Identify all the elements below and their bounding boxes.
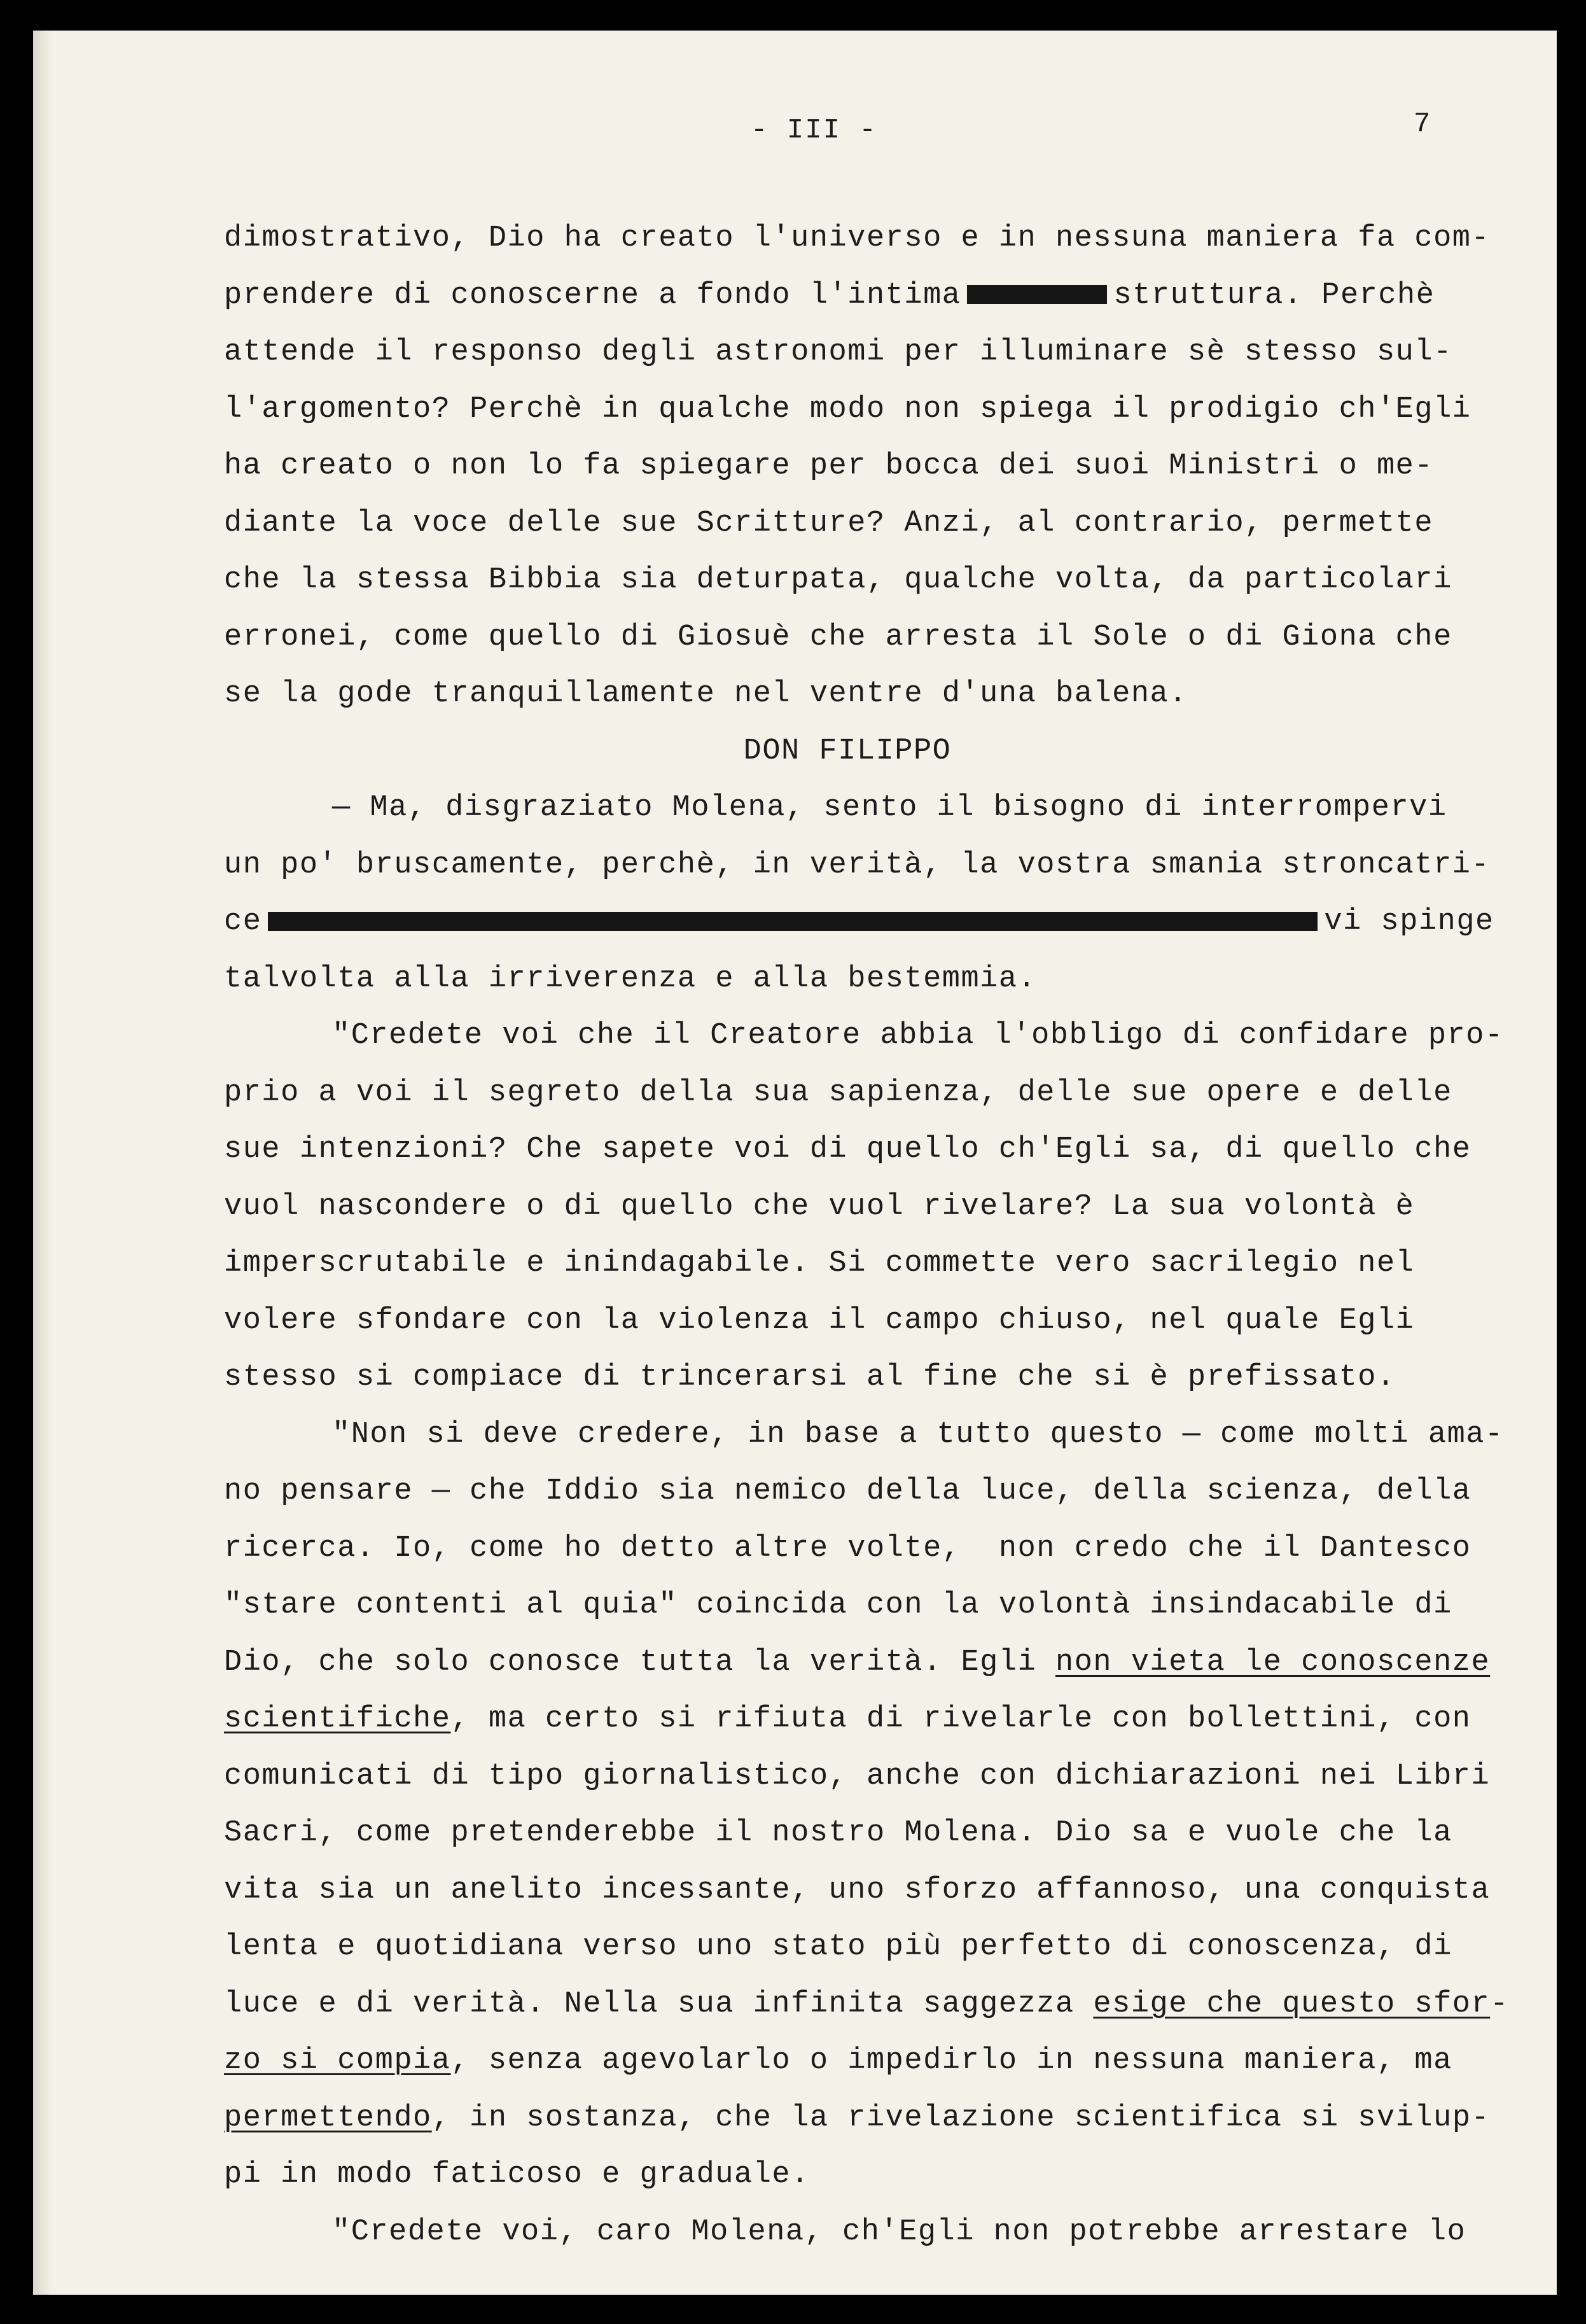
line-text-end: , in sostanza, che la rivelazione scientifica si svilup- [431, 2101, 1491, 2135]
text-line [224, 2090, 1547, 2147]
line-text-start: luce e di verità. Nella sua infinita saggezza [224, 1987, 1094, 2021]
redaction-mark [967, 285, 1107, 304]
speaker-name: DON FILIPPO [743, 734, 952, 768]
text-line: vita sia un anelito incessante, uno sforzo affannoso, una conquista [224, 1873, 1491, 1907]
text-line: sue intenzioni? Che sapete voi di quello ch'Egli sa, di quello che [224, 1133, 1471, 1166]
text-line: imperscrutabile e inindagabile. Si commette vero sacrilegio nel [224, 1247, 1415, 1280]
line-text-end: , senza agevolarlo o impedirlo in nessuna maniera, ma [450, 2044, 1452, 2078]
line-text-start: ce [224, 905, 262, 939]
underlined-text: esige che questo sfor [1093, 1987, 1491, 2021]
text-line: diante la voce delle sue Scritture? Anzi, al contrario, permette [224, 506, 1434, 540]
text-line: se la gode tranquillamente nel ventre d'una balena. [224, 677, 1188, 711]
text-line: comunicati di tipo giornalistico, anche con dichiarazioni nei Libri [224, 1759, 1491, 1793]
text-line [224, 1691, 1547, 1748]
text-line: attende il responso degli astronomi per illuminare sè stesso sul- [224, 335, 1452, 369]
text-line: ricerca. Io, come ho detto altre volte, non credo che il Dantesco [224, 1531, 1471, 1565]
text-line: l'argomento? Perchè in qualche modo non spiega il prodigio ch'Egli [224, 392, 1471, 426]
typewritten-page [33, 31, 1557, 2295]
text-line: lenta e quotidiana verso uno stato più perfetto di conoscenza, di [224, 1930, 1452, 1964]
text-line: talvolta alla irriverenza e alla bestemmia. [224, 962, 1037, 996]
underlined-text: scientifiche [224, 1702, 451, 1736]
text-line: erronei, come quello di Giosuè che arresta il Sole o di Giona che [224, 620, 1452, 654]
text-line: che la stessa Bibbia sia deturpata, qualche volta, da particolari [224, 563, 1452, 597]
line-text-start: Dio, che solo conosce tutta la verità. Egli [224, 1645, 1056, 1679]
text-line [224, 1976, 1547, 2033]
redaction-mark [268, 912, 1318, 931]
page-number: 7 [1414, 108, 1431, 140]
text-line: pi in modo faticoso e graduale. [224, 2158, 810, 2192]
line-text-end: , ma certo si rifiuta di rivelarle con bollettini, con [450, 1702, 1471, 1736]
text-line: "stare contenti al quia" coincida con la volontà insindacabile di [224, 1588, 1452, 1622]
text-line: no pensare — che Iddio sia nemico della luce, della scienza, della [224, 1474, 1471, 1508]
page-edge-shadow [33, 31, 52, 2295]
text-line: volere sfondare con la violenza il campo chiuso, nel quale Egli [224, 1303, 1415, 1338]
text-line [224, 1634, 1547, 1691]
section-heading: - III - [751, 115, 877, 146]
text-line: stesso si compiace di trincerarsi al fine che si è prefissato. [224, 1361, 1396, 1394]
line-text-end: vi spinge [1324, 905, 1494, 939]
line-text-end: - [1490, 1987, 1509, 2021]
line-text-end: struttura. Perchè [1113, 278, 1435, 312]
text-line: "Non si deve credere, in base a tutto questo — come molti ama- [332, 1417, 1504, 1452]
text-line [224, 893, 1547, 951]
underlined-text: zo si compia [224, 2044, 451, 2078]
text-line: "Credete voi, caro Molena, ch'Egli non potrebbe arrestare lo [332, 2215, 1466, 2249]
text-line: ha creato o non lo fa spiegare per bocca dei suoi Ministri o me- [224, 449, 1434, 483]
text-line: — Ma, disgraziato Molena, sento il bisogno di interrompervi [332, 791, 1447, 825]
underlined-text: non vieta le conoscenze [1055, 1645, 1491, 1679]
text-line [224, 267, 1547, 325]
text-line: Sacri, come pretenderebbe il nostro Molena. Dio sa e vuole che la [224, 1816, 1452, 1850]
text-line [224, 2033, 1547, 2090]
text-line: un po' bruscamente, perchè, in verità, la vostra smania stroncatri- [224, 848, 1491, 882]
line-text-start: prendere di conoscerne a fondo l'intima [224, 278, 961, 312]
text-line: prio a voi il segreto della sua sapienza, delle sue opere e delle [224, 1075, 1452, 1110]
text-line: "Credete voi che il Creatore abbia l'obbligo di confidare pro- [332, 1019, 1504, 1053]
underlined-text: permettendo [224, 2101, 432, 2135]
text-line: vuol nascondere o di quello che vuol rivelare? La sua volontà è [224, 1189, 1415, 1224]
text-line: dimostrativo, Dio ha creato l'universo e in nessuna maniera fa com- [224, 221, 1491, 255]
body-text [224, 210, 1547, 2260]
